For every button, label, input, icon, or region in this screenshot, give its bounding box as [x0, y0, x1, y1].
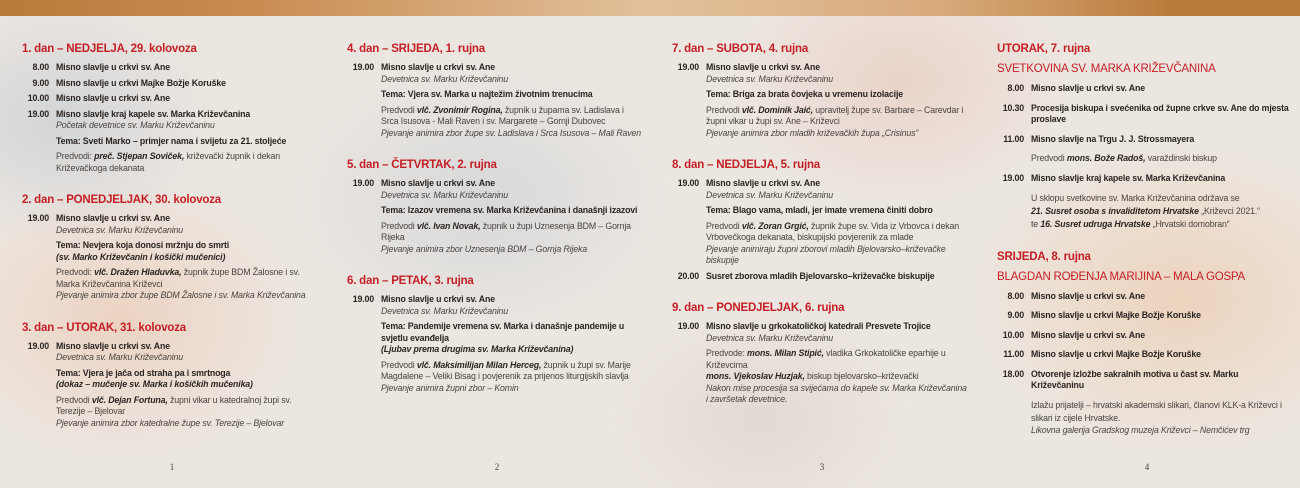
- entry-body: [56, 109, 318, 175]
- schedule-entry: [22, 341, 322, 430]
- entry-body: [1031, 349, 1293, 361]
- day-section: [347, 42, 647, 139]
- celebrant-text: [706, 105, 968, 128]
- schedule-entry: [22, 62, 322, 74]
- text-run: Nakon mise procesija sa svijećama do kapele sv. Marka Križevčanina i završetak devetnice.: [706, 382, 967, 404]
- choir-note: [381, 128, 643, 140]
- choir-note: [56, 418, 318, 430]
- text-run: Pjevanje animira zbor župe sv. Ladislava i Srca Isusova – Mali Raven: [381, 127, 642, 138]
- page-4: [997, 42, 1297, 482]
- entry-time: 18.00: [1002, 368, 1024, 379]
- day-section: [347, 158, 647, 255]
- day-section: [347, 274, 647, 394]
- entry-title: Misno slavlje u crkvi sv. Ane: [706, 62, 820, 72]
- schedule-entry: [997, 330, 1297, 342]
- theme-text: [56, 240, 318, 263]
- entry-body: [706, 178, 968, 267]
- text-run: vladika Grkokatoličke eparhije u Križevcima: [706, 348, 946, 370]
- entry-title: Misno slavlje u crkvi sv. Ane: [381, 178, 495, 188]
- celebrant-text: [706, 348, 968, 383]
- entry-body: [56, 341, 318, 430]
- text-run: Predvodi: [1031, 153, 1067, 163]
- text-run: Devetnica sv. Marku Križevčaninu: [381, 305, 509, 316]
- page-3: [672, 42, 972, 482]
- day-heading: 9. dan – PONEDJELJAK, 6. rujna: [672, 302, 845, 314]
- text-run: župni vikar u katedralnoj župi sv. Terezije – Bjelovar: [56, 394, 292, 416]
- entry-title: Misno slavlje u crkvi sv. Ane: [1031, 329, 1145, 340]
- entry-body: [1031, 291, 1293, 303]
- emphasized-name: 21. Susret osoba s invaliditetom Hrvatske: [1031, 205, 1199, 216]
- text-run: Pjevanje animira župni zbor – Komin: [381, 382, 519, 393]
- theme-text: [56, 136, 318, 148]
- entry-title: Misno slavlje u crkvi sv. Ane: [56, 213, 170, 223]
- text-run: Devetnica sv. Marku Križevčaninu: [706, 189, 834, 200]
- text-run: Tema: Pandemije vremena sv. Marka i današnje pandemije u svjetlu evanđelja: [381, 321, 625, 343]
- text-run: Tema: Vjera sv. Marka u najtežim životnim trenucima: [381, 89, 593, 99]
- emphasized-name: preč. Stjepan Soviček,: [94, 151, 185, 161]
- entry-title: Misno slavlje u grkokatoličkoj katedrali Presvete Trojice: [706, 321, 931, 331]
- emphasized-name: (dokaz – mučenje sv. Marka i košičkih mučenika): [56, 379, 253, 389]
- text-run: Tema: Briga za brata čovjeka u vremenu izolacije: [706, 89, 904, 99]
- text-run: Predvodi: [381, 104, 417, 115]
- entry-title: Susret zborova mladih Bjelovarsko–križevačke biskupije: [706, 270, 935, 281]
- novena-note: [381, 190, 643, 202]
- entry-title: Misno slavlje u crkvi sv. Ane: [56, 62, 170, 72]
- text-run: Pjevanje animira zbor župe BDM Žalosne i sv. Marka Križevčanina: [56, 290, 306, 300]
- schedule-entry: [997, 291, 1297, 303]
- choir-note: [1031, 425, 1293, 437]
- novena-note: [56, 120, 318, 132]
- text-run: upravitelj župe sv. Barbare – Carevdar i župni vikar u župi sv. Ane – Križevci: [706, 104, 964, 126]
- text-run: Početak devetnice sv. Marku Križevčaninu: [56, 120, 215, 130]
- entry-time: 19.00: [352, 294, 374, 304]
- celebrant-text: [56, 267, 318, 290]
- text-run: Tema: Nevjera koja donosi mržnju do smrti: [56, 240, 230, 250]
- emphasized-name: (sv. Marko Križevčanin i košički mučenici): [56, 251, 226, 262]
- text-run: župnik u župi Uznesenja BDM – Gornja Rijeka: [381, 220, 631, 242]
- day-section: [997, 250, 1297, 437]
- schedule-entry: [22, 213, 322, 302]
- day-heading: 1. dan – NEDJELJA, 29. kolovoza: [22, 43, 197, 55]
- text-run: te: [1031, 218, 1041, 229]
- entry-body: [1031, 310, 1293, 322]
- entry-time: 19.00: [352, 178, 374, 188]
- entry-time: 9.00: [32, 77, 49, 88]
- text-run: Pjevanje animiraju župni zborovi mladih Bjelovarsko–križevačke biskupije: [706, 243, 946, 265]
- theme-text: [381, 89, 643, 101]
- entry-time: 19.00: [352, 62, 374, 72]
- day-section: [22, 42, 322, 174]
- entry-time: 8.00: [1007, 290, 1024, 301]
- entry-body: [56, 78, 318, 90]
- text-run: Pjevanje animira zbor mladih križevačkih župa „Crisinus“: [706, 127, 919, 138]
- celebrant-text: [1031, 399, 1293, 425]
- celebrant-text: [1031, 192, 1293, 231]
- text-run: Devetnica sv. Marku Križevčaninu: [706, 332, 834, 343]
- entry-body: [56, 213, 318, 302]
- choir-note: [381, 244, 643, 256]
- text-run: Devetnica sv. Marku Križevčaninu: [706, 73, 834, 84]
- text-run: Tema: Vjera je jača od straha pa i smrtnoga: [56, 367, 231, 378]
- top-decorative-band: [0, 0, 1300, 16]
- day-section: [672, 301, 972, 406]
- page-number: 4: [1144, 462, 1150, 472]
- entry-time: 19.00: [27, 340, 49, 351]
- emphasized-name: vlč. Zvonimir Rogina,: [416, 104, 503, 115]
- entry-title: Misno slavlje u crkvi sv. Ane: [381, 62, 495, 72]
- emphasized-name: vlč. Dejan Fortuna,: [91, 394, 168, 405]
- entry-time: 11.00: [1003, 349, 1024, 359]
- entry-time: 10.00: [27, 93, 49, 103]
- entry-title: Misno slavlje u crkvi Majke Božje Koruške: [1031, 310, 1201, 320]
- entry-title: Misno slavlje u crkvi sv. Ane: [1031, 83, 1145, 93]
- day-heading: 8. dan – NEDJELJA, 5. rujna: [672, 159, 820, 171]
- schedule-entry: [997, 103, 1297, 126]
- entry-body: [1031, 369, 1293, 437]
- entry-time: 19.00: [27, 108, 49, 119]
- day-heading: 2. dan – PONEDJELJAK, 30. kolovoza: [22, 194, 221, 206]
- emphasized-name: mons. Bože Radoš,: [1066, 153, 1146, 163]
- text-run: Pjevanje animira zbor katedralne župe sv. Terezije – Bjelovar: [56, 417, 285, 428]
- schedule-entry: [347, 62, 647, 139]
- text-run: župnik župe BDM Žalosne i sv. Marka Križevčanina Križevci: [56, 267, 300, 289]
- schedule-entry: [22, 93, 322, 105]
- schedule-entry: [997, 369, 1297, 437]
- page-number: 2: [494, 462, 500, 472]
- theme-text: [381, 321, 643, 356]
- novena-note: [706, 333, 968, 345]
- text-run: U sklopu svetkovine sv. Marka Križevčanina održava se: [1031, 192, 1240, 203]
- entry-title: Misno slavlje u crkvi Majke Božje Koruške: [1031, 349, 1201, 359]
- text-run: Pjevanje animira zbor Uznesenja BDM – Gornja Rijeka: [381, 243, 588, 254]
- entry-title: Misno slavlje u crkvi sv. Ane: [1031, 290, 1145, 301]
- entry-body: [56, 62, 318, 74]
- text-run: Tema: Izazov vremena sv. Marka Križevčanina i današnji izazovi: [381, 205, 638, 215]
- text-run: „Križevci 2021.“: [1198, 205, 1260, 216]
- novena-note: [706, 74, 968, 86]
- entry-title: Procesija biskupa i svećenika od župne crkve sv. Ane do mjesta proslave: [1031, 102, 1289, 124]
- entry-title: Misno slavlje kraj kapele sv. Marka Križevčanina: [56, 108, 251, 119]
- entry-body: [1031, 134, 1293, 166]
- page-1: [22, 42, 322, 482]
- day-heading: 6. dan – PETAK, 3. rujna: [347, 275, 474, 287]
- entry-time: 10.30: [1002, 102, 1024, 113]
- entry-time: 8.00: [1007, 83, 1024, 93]
- text-run: Tema: Blago vama, mladi, jer imate vremena činiti dobro: [706, 205, 933, 215]
- entry-title: Misno slavlje u crkvi Majke Božje Koruške: [56, 77, 226, 88]
- theme-text: [706, 89, 968, 101]
- schedule-entry: [997, 83, 1297, 95]
- novena-note: [706, 190, 968, 202]
- celebrant-text: [381, 360, 643, 383]
- text-run: Devetnica sv. Marku Križevčaninu: [381, 189, 509, 200]
- text-run: Predvodi:: [56, 267, 95, 277]
- feast-subheading: BLAGDAN ROĐENJA MARIJINA – MALA GOSPA: [997, 270, 1246, 283]
- entry-time: 20.00: [677, 270, 699, 281]
- text-run: Devetnica sv. Marku Križevčaninu: [381, 73, 509, 84]
- day-heading: SRIJEDA, 8. rujna: [997, 250, 1091, 263]
- entry-body: [381, 62, 643, 139]
- page-number: 1: [169, 462, 175, 472]
- text-run: Tema: Sveti Marko – primjer nama i svijetu za 21. stoljeće: [56, 135, 287, 146]
- novena-note: [381, 306, 643, 318]
- emphasized-name: vlč. Zoran Grgić,: [741, 220, 809, 231]
- schedule-entry: [672, 271, 972, 283]
- day-section: [997, 42, 1297, 231]
- emphasized-name: vlč. Dominik Jaić,: [741, 104, 813, 115]
- entry-body: [381, 178, 643, 255]
- entry-body: [1031, 103, 1293, 126]
- theme-text: [706, 205, 968, 217]
- choir-note: [706, 244, 968, 267]
- text-run: Predvodi:: [56, 151, 95, 161]
- text-run: Predvodi: [56, 394, 92, 405]
- celebrant-text: [56, 151, 318, 174]
- novena-note: [56, 352, 318, 364]
- celebrant-text: [706, 221, 968, 244]
- entry-time: 19.00: [677, 321, 699, 331]
- entry-body: [706, 271, 968, 283]
- schedule-entry: [997, 310, 1297, 322]
- celebrant-text: [1031, 152, 1293, 165]
- day-section: [22, 321, 322, 430]
- emphasized-name: 16. Susret udruga Hrvatske: [1040, 218, 1151, 229]
- entry-time: 10.00: [1002, 329, 1024, 340]
- schedule-entry: [672, 62, 972, 139]
- day-heading: UTORAK, 7. rujna: [997, 43, 1091, 55]
- day-section: [672, 42, 972, 139]
- emphasized-name: mons. Vjekoslav Huzjak,: [706, 371, 805, 381]
- entry-title: Misno slavlje na Trgu J. J. Strossmayera: [1031, 133, 1195, 144]
- entry-title: Misno slavlje u crkvi sv. Ane: [56, 340, 170, 351]
- entry-time: 19.00: [1002, 173, 1024, 183]
- text-run: Predvodi: [381, 220, 417, 231]
- day-section: [672, 158, 972, 282]
- celebrant-text: [381, 105, 643, 128]
- text-run: Likovna galerija Gradskog muzeja Križevci – Nemčićev trg: [1031, 424, 1250, 435]
- celebrant-text: [56, 395, 318, 418]
- page-2: [347, 42, 647, 482]
- entry-title: Otvorenje izložbe sakralnih motiva u čast sv. Marku Križevčaninu: [1031, 368, 1239, 390]
- entry-body: [381, 294, 643, 394]
- entry-time: 19.00: [677, 178, 699, 188]
- text-run: križevački župnik i dekan Križevačkoga dekanata: [56, 151, 281, 173]
- schedule-entry: [997, 349, 1297, 361]
- entry-time: 19.00: [27, 213, 49, 223]
- entry-body: [56, 93, 318, 105]
- schedule-entry: [672, 321, 972, 406]
- theme-text: [56, 368, 318, 391]
- theme-text: [381, 205, 643, 217]
- entry-title: Misno slavlje u crkvi sv. Ane: [381, 294, 495, 304]
- emphasized-name: mons. Milan Stipić,: [747, 348, 824, 358]
- page-number: 3: [819, 462, 825, 472]
- day-section: [22, 193, 322, 302]
- text-run: „Hrvatski domobran“: [1150, 218, 1230, 229]
- schedule-entry: [347, 294, 647, 394]
- entry-body: [1031, 83, 1293, 95]
- choir-note: [706, 128, 968, 140]
- entry-body: [706, 321, 968, 406]
- entry-title: Misno slavlje u crkvi sv. Ane: [56, 93, 170, 103]
- day-heading: 3. dan – UTORAK, 31. kolovoza: [22, 321, 186, 334]
- text-run: Predvodi: [706, 104, 742, 115]
- feast-subheading: SVETKOVINA SV. MARKA KRIŽEVČANINA: [997, 63, 1216, 75]
- entry-body: [706, 62, 968, 139]
- entry-title: Misno slavlje u crkvi sv. Ane: [706, 178, 820, 188]
- schedule-entry: [22, 109, 322, 175]
- choir-note: [56, 290, 318, 302]
- choir-note: [706, 383, 968, 406]
- entry-body: [1031, 173, 1293, 231]
- emphasized-name: vlč. Maksimilijan Milan Herceg,: [416, 359, 542, 370]
- emphasized-name: vlč. Dražen Hladuvka,: [94, 267, 182, 277]
- text-run: Predvode:: [706, 348, 748, 358]
- text-run: Predvodi: [706, 220, 742, 231]
- schedule-entry: [22, 78, 322, 90]
- schedule-entry: [672, 178, 972, 267]
- day-heading: 5. dan – ČETVRTAK, 2. rujna: [347, 159, 497, 171]
- emphasized-name: vlč. Ivan Novak,: [416, 220, 481, 231]
- day-heading: 4. dan – SRIJEDA, 1. rujna: [347, 43, 485, 55]
- schedule-entry: [997, 173, 1297, 231]
- day-heading: 7. dan – SUBOTA, 4. rujna: [672, 43, 809, 55]
- entry-time: 9.00: [1007, 310, 1024, 320]
- text-run: Predvodi: [381, 359, 417, 370]
- celebrant-text: [381, 221, 643, 244]
- entry-title: Misno slavlje kraj kapele sv. Marka Križevčanina: [1031, 173, 1226, 183]
- text-run: biskup bjelovarsko–križevački: [804, 371, 919, 381]
- schedule-entry: [997, 134, 1297, 166]
- text-run: župnik u župama sv. Ladislava i Srca Isusova - Mali Raven i sv. Margarete – Gornji Dubovec: [381, 104, 624, 126]
- text-run: Devetnica sv. Marku Križevčaninu: [56, 352, 184, 362]
- schedule-entry: [347, 178, 647, 255]
- entry-time: 8.00: [32, 62, 49, 72]
- emphasized-name: (Ljubav prema drugima sv. Marka Križevčanina): [381, 344, 574, 354]
- entry-time: 11.00: [1003, 133, 1024, 144]
- entry-time: 19.00: [677, 62, 699, 72]
- text-run: varaždinski biskup: [1145, 153, 1217, 163]
- novena-note: [381, 74, 643, 86]
- text-run: Devetnica sv. Marku Križevčaninu: [56, 224, 184, 235]
- entry-body: [1031, 330, 1293, 342]
- novena-note: [56, 225, 318, 237]
- text-run: Izlažu prijatelji – hrvatski akademski slikari, članovi KLK-a Križevci i slikari iz cijele Hrvatske.: [1031, 399, 1282, 423]
- choir-note: [381, 383, 643, 395]
- text-run: župnik župe sv. Vida iz Vrbovca i dekan Vrbovečkoga dekanata, biskupijski povjerenik za mlade: [706, 220, 960, 242]
- text-run: župnik u župi sv. Marije Magdalene – Veliki Bisag i povjerenik za prijenos liturgijskih slavlja: [381, 359, 631, 381]
